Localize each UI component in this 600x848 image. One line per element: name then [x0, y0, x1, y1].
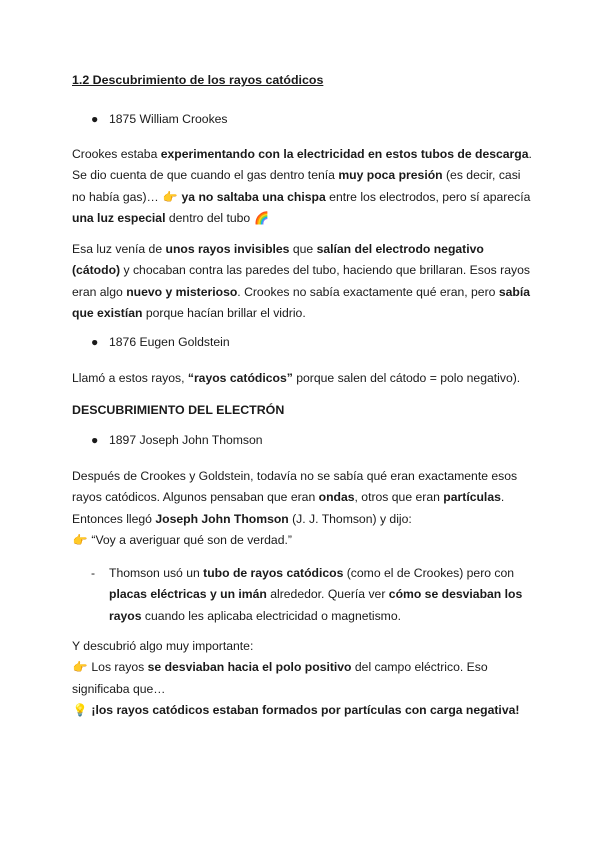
bullet-text: 1876 Eugen Goldstein: [109, 335, 230, 349]
paragraph-cathode-rays-name: Llamó a estos rayos, “rayos catódicos” porque salen del cátodo = polo negativo).: [72, 371, 521, 385]
pointing-hand-icon: 👉: [72, 660, 88, 675]
pointing-hand-icon: 👉: [72, 532, 88, 547]
dash-item-thomson-experiment: - Thomson usó un tubo de rayos catódicos (como el de Crookes) pero con placas eléctricas y un imán alrededor. Quería ver cómo se desviaban los rayos cuando les aplicaba electricidad o magnetismo.: [91, 563, 531, 627]
paragraph-thomson-intro: Después de Crookes y Goldstein, todavía no se sabía qué eran exactamente esos rayos catódicos. Algunos pensaban que eran ondas, otros que eran partículas. Entonces llegó Joseph John Thomson (J. J. Thomson) y dijo: 👉 “Voy a averiguar qué son de verdad.”: [72, 466, 532, 551]
light-bulb-icon: 💡: [72, 702, 88, 717]
bullet-dot-icon: ●: [91, 335, 99, 349]
bullet-text: 1875 William Crookes: [109, 112, 228, 126]
section-title: 1.2 Descubrimiento de los rayos catódicos: [72, 73, 324, 87]
bullet-dot-icon: ●: [91, 112, 99, 126]
bullet-text: 1897 Joseph John Thomson: [109, 433, 263, 447]
dash-marker: -: [91, 566, 96, 580]
paragraph-invisible-rays: Esa luz venía de unos rayos invisibles que salían del electrodo negativo (cátodo) y chocaban contra las paredes del tubo, haciendo que brillaran. Esos rayos eran algo nuevo y misterioso. Crookes no sabía exactamente qué eran, pero sabía que existían porque hacían brillar el vidrio.: [72, 242, 530, 320]
bullet-dot-icon: ●: [91, 433, 99, 447]
heading-electron-discovery: DESCUBRIMIENTO DEL ELECTRÓN: [72, 403, 285, 417]
thomson-quote: “Voy a averiguar qué son de verdad.”: [88, 532, 292, 547]
rainbow-icon: 🌈: [254, 210, 270, 225]
pointing-hand-icon: 👉: [162, 189, 178, 204]
paragraph-discovery: Y descubrió algo muy importante: 👉 Los rayos se desviaban hacia el polo positivo del campo eléctrico. Eso significaba que… 💡 ¡los rayos catódicos estaban formados por partículas con carga negativa!: [72, 636, 532, 721]
paragraph-crookes-experiment: Crookes estaba experimentando con la electricidad en estos tubos de descarga. Se dio cuenta de que cuando el gas dentro tenía muy poca presión (es decir, casi no había gas)… 👉 ya no saltaba una chispa entre los electrodos, pero sí aparecía una luz especial dentro del tubo 🌈: [72, 144, 532, 229]
